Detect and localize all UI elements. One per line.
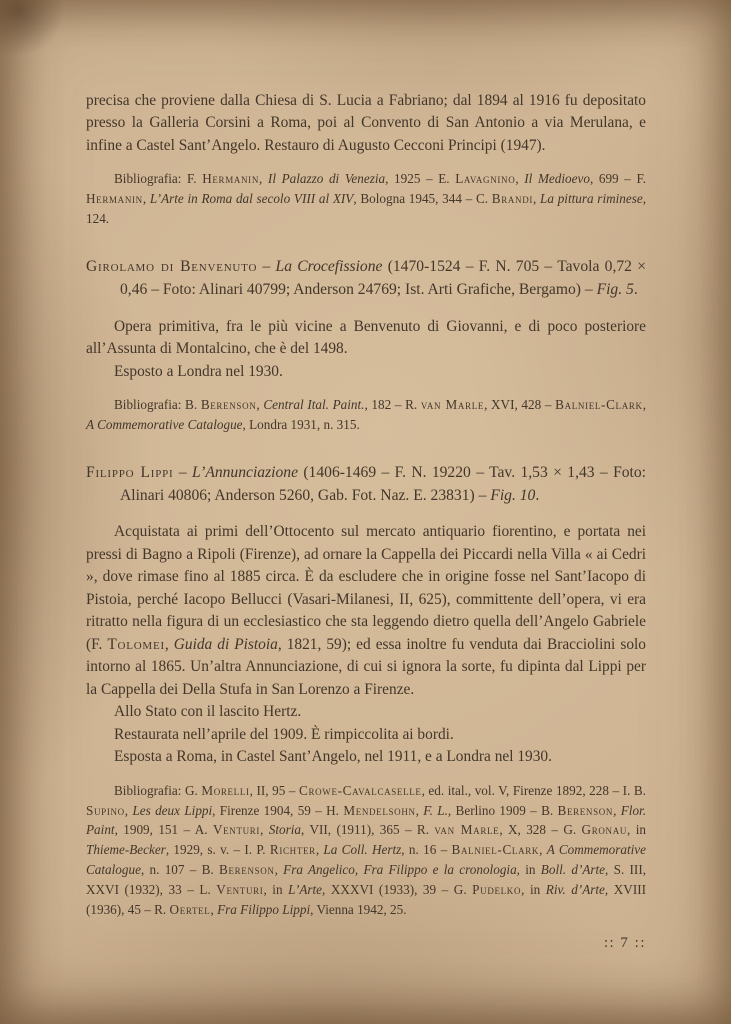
body-paragraph: Restaurata nell’aprile del 1909. È rimpiccolita ai bordi. (114, 725, 454, 743)
body-paragraph: Esposta a Roma, in Castel Sant’Angelo, nel 1911, e a Londra nel 1930. (114, 748, 552, 766)
continuation-paragraph: precisa che proviene dalla Chiesa di S. Lucia a Fabriano; dal 1894 al 1916 fu depositato presso la Galleria Corsini a Roma, poi al Convento di San Antonio a via Merulana, e infine a Castel Sant’Angelo. Restauro di Augusto Cecconi Principi (1947). (86, 92, 646, 154)
catalogue-entry-filippo-lippi: Filippo Lippi – L’Annunciazione (1406-1469 – F. N. 19220 – Tav. 1,53 × 1,43 – Foto: Alinari 40806; Anderson 5260, Gab. Fot. Naz. E. 23831) – Fig. 10. (86, 463, 647, 505)
bibliography-paragraph: Bibliografia: G. Morelli, II, 95 – Crowe-Cavalcaselle, ed. ital., vol. V, Firenze 1892, 228 – I. B. Supino, Les deux Lippi, Firenze 1904, 59 – H. Mendelsohn, F. L., Berlino 1909 – B. Berenson, Flor. Paint, 1909, 151 – A. Venturi, Storia, VII, (1911), 365 – R. van Marle, X, 328 – G. Gronau, in Thieme-Becker, 1929, s. v. – I. P. Richter, La Coll. Hertz, n. 16 – Balniel-Clark, A Commemorative Catalogue, n. 107 – B. Berenson, Fra Angelico, Fra Filippo e la cronologia, in Boll. d’Arte, S. III, XXVI (1932), 33 – L. Venturi, in L’Arte, XXXVI (1933), 39 – G. Pudelko, in Riv. d’Arte, XVIII (1936), 45 – R. Oertel, Fra Filippo Lippi, Vienna 1942, 25. (86, 782, 647, 917)
body-paragraph: Opera primitiva, fra le più vicine a Benvenuto di Giovanni, e di poco posteriore all’Assunta di Montalcino, che è del 1498. (86, 317, 646, 358)
page-content (86, 90, 646, 952)
text-blocks (86, 90, 646, 919)
bibliography-paragraph: Bibliografia: B. Berenson, Central Ital. Paint., 182 – R. van Marle, XVI, 428 – Balniel-Clark, A Commemorative Catalogue, Londra 1931, n. 315. (86, 397, 646, 432)
bibliography-paragraph: Bibliografia: F. Hermanin, Il Palazzo di Venezia, 1925 – E. Lavagnino, Il Medioevo, 699 – F. Hermanin, L’Arte in Roma dal secolo VIII al XIV, Bologna 1945, 344 – C. Brandi, La pittura riminese, 124. (86, 171, 647, 227)
body-paragraph: Acquistata ai primi dell’Ottocento sul mercato antiquario fiorentino, e portata nei pressi di Bagno a Ripoli (Firenze), ad ornare la Cappella dei Piccardi nella Villa « ai Cedri », dove rimase fino al 1885 circa. È da escludere che in origine fosse nel Sant’Iacopo di Pistoia, perché Iacopo Bellucci (Vasari-Milanesi, II, 625), committente dell’opera, vi era ritratto nella figura di un ecclesiastico che sta leggendo dietro quella dell’Angelo Gabriele (F. Tolomei, Guida di Pistoia, 1821, 59); ed essa inoltre fu venduta dai Bracciolini solo intorno al 1865. Un’altra Annunciazione, di cui si ignora la sorte, fu dipinta dal Lippi per la Cappella dei Della Stufa in San Lorenzo a Firenze. (86, 523, 646, 698)
page-number: :: 7 :: (603, 935, 646, 952)
body-paragraph: Esposto a Londra nel 1930. (114, 362, 283, 380)
body-paragraph: Allo Stato con il lascito Hertz. (114, 703, 302, 721)
catalogue-entry-girolamo: Girolamo di Benvenuto – La Crocefissione (1470-1524 – F. N. 705 – Tavola 0,72 × 0,46 – Foto: Alinari 40799; Anderson 24769; Ist. Arti Grafiche, Bergamo) – Fig. 5. (86, 257, 647, 299)
